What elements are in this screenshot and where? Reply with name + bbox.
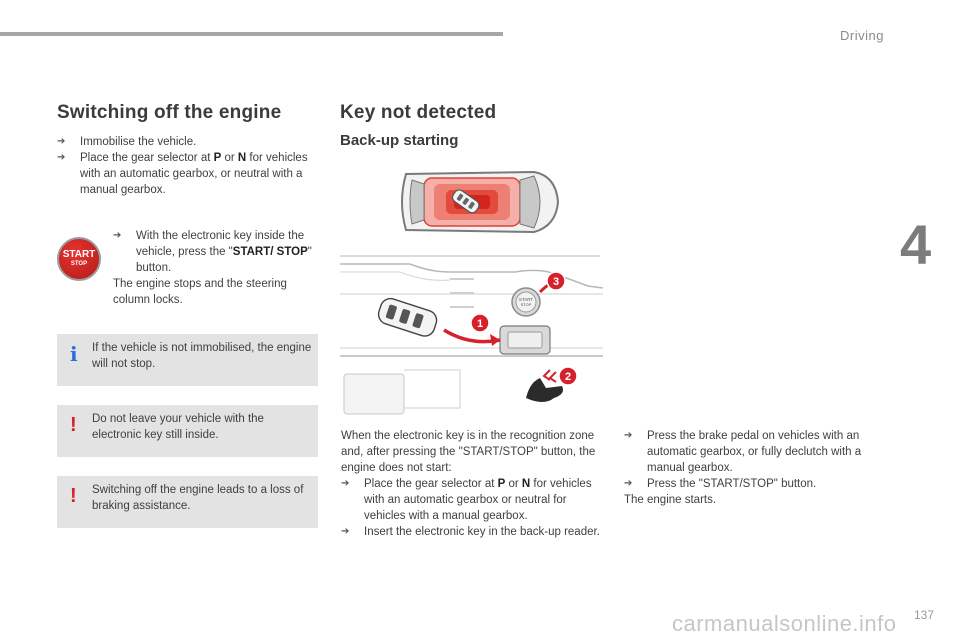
info-note	[57, 334, 318, 386]
step-marker-2: 2	[564, 371, 572, 383]
right-column-instructions	[624, 428, 889, 508]
backup-start-instructions	[341, 428, 606, 540]
start-stop-block	[57, 228, 319, 318]
header-rule	[0, 32, 503, 36]
bullet-arrow-icon: ➔	[341, 526, 350, 537]
section-name: Driving	[840, 28, 884, 43]
engine-stops-text: The engine stops and the steering column locks.	[113, 278, 287, 306]
info-note-text: If the vehicle is not immobilised, the engine will not stop.	[92, 342, 312, 370]
backup-reader-dashboard-illustration	[340, 250, 603, 416]
bullet-arrow-icon: ➔	[624, 478, 633, 489]
subtitle-backup-starting: Back-up starting	[340, 132, 459, 149]
warning-icon: !	[70, 414, 77, 436]
start-stop-button-icon: START STOP	[57, 237, 101, 281]
bullet-arrow-icon: ➔	[57, 136, 66, 147]
warning-note-key-inside	[57, 405, 318, 457]
step-marker-1: 1	[476, 318, 484, 330]
page-number: 137	[914, 608, 935, 622]
left-column	[57, 102, 319, 198]
bullet-arrow-icon: ➔	[113, 230, 122, 241]
car-recognition-zone-illustration	[394, 166, 560, 238]
engine-starts-text: The engine starts.	[624, 494, 717, 506]
bullet-arrow-icon: ➔	[624, 430, 633, 441]
warning-note-braking	[57, 476, 318, 528]
section-title-key-not-detected: Key not detected	[340, 102, 497, 123]
chapter-number: 4	[900, 213, 932, 276]
step-marker-3: 3	[552, 276, 560, 288]
bullet-immobilise: ➔ Immobilise the vehicle.	[57, 136, 197, 148]
bullet-press-start-stop: ➔ With the electronic key inside the vehicle, press the "START/ STOP" button.	[113, 230, 312, 274]
bullet-arrow-icon: ➔	[341, 478, 350, 489]
button-label-stop: STOP	[520, 302, 532, 307]
start-stop-instructions	[113, 228, 319, 308]
bullet-gear-selector-backup: ➔ Place the gear selector at P or N for vehicles with an automatic gearbox or neutral for vehicles with a manual gearbox.	[341, 478, 592, 522]
bullet-press-brake: ➔ Press the brake pedal on vehicles with an automatic gearbox, or fully declutch with a manual gearbox.	[624, 430, 862, 474]
button-label-start: START	[518, 297, 534, 302]
warning-note-text: Do not leave your vehicle with the electronic key still inside.	[92, 413, 264, 441]
bullet-gear-selector: ➔ Place the gear selector at P or N for vehicles with an automatic gearbox, or neutral with a manual gearbox.	[57, 152, 308, 196]
info-icon: i	[70, 342, 78, 366]
bullet-arrow-icon: ➔	[57, 152, 66, 163]
warning-note-text: Switching off the engine leads to a loss of braking assistance.	[92, 484, 304, 512]
bullet-insert-key: ➔ Insert the electronic key in the back-up reader.	[341, 526, 600, 538]
warning-icon: !	[70, 485, 77, 507]
watermark: carmanualsonline.info	[672, 611, 897, 636]
section-title-switching-off: Switching off the engine	[57, 102, 282, 123]
key-not-detected-intro: When the electronic key is in the recognition zone and, after pressing the "START/STOP" button, the engine does not start:	[341, 430, 596, 474]
bullet-press-start-stop-backup: ➔ Press the "START/STOP" button.	[624, 478, 817, 490]
middle-column	[340, 102, 605, 149]
